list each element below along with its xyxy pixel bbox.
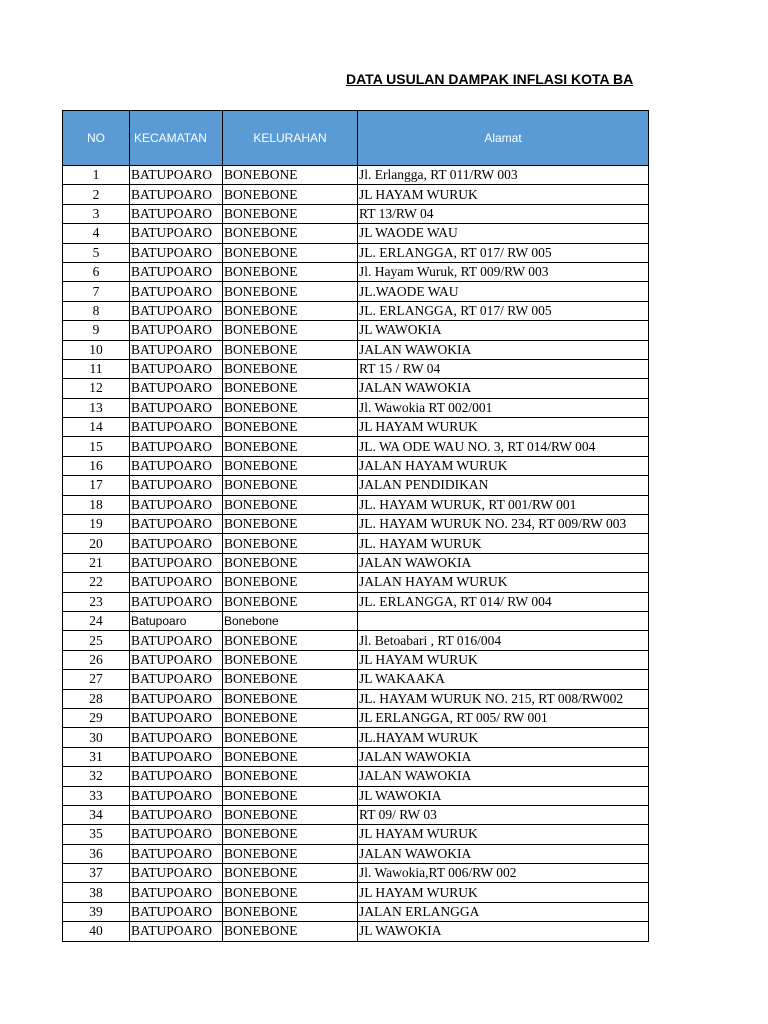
cell-alamat[interactable]: JALAN WAWOKIA xyxy=(358,844,649,863)
cell-no[interactable]: 5 xyxy=(63,243,130,262)
cell-kecamatan[interactable]: BATUPOARO xyxy=(130,883,223,902)
cell-kelurahan[interactable]: BONEBONE xyxy=(223,534,358,553)
cell-kecamatan[interactable]: BATUPOARO xyxy=(130,553,223,572)
cell-kecamatan[interactable]: BATUPOARO xyxy=(130,708,223,727)
cell-kecamatan[interactable]: BATUPOARO xyxy=(130,398,223,417)
cell-kelurahan[interactable]: BONEBONE xyxy=(223,767,358,786)
cell-kelurahan[interactable]: BONEBONE xyxy=(223,185,358,204)
cell-kelurahan[interactable]: Bonebone xyxy=(223,611,358,630)
cell-kelurahan[interactable]: BONEBONE xyxy=(223,418,358,437)
cell-kecamatan[interactable]: BATUPOARO xyxy=(130,534,223,553)
cell-alamat[interactable] xyxy=(358,611,649,630)
cell-kelurahan[interactable]: BONEBONE xyxy=(223,166,358,185)
table-row xyxy=(63,204,649,223)
cell-no[interactable]: 8 xyxy=(63,301,130,320)
cell-kelurahan[interactable]: BONEBONE xyxy=(223,204,358,223)
cell-alamat[interactable]: JL ERLANGGA, RT 005/ RW 001 xyxy=(358,708,649,727)
cell-kecamatan[interactable]: BATUPOARO xyxy=(130,844,223,863)
table-row xyxy=(63,515,649,534)
cell-alamat[interactable]: JALAN HAYAM WURUK xyxy=(358,456,649,475)
cell-kelurahan[interactable]: BONEBONE xyxy=(223,844,358,863)
cell-kecamatan[interactable]: BATUPOARO xyxy=(130,437,223,456)
cell-no[interactable]: 1 xyxy=(63,166,130,185)
table-row xyxy=(63,728,649,747)
table-row xyxy=(63,243,649,262)
cell-no[interactable]: 31 xyxy=(63,747,130,766)
cell-kelurahan[interactable]: BONEBONE xyxy=(223,437,358,456)
cell-no[interactable]: 15 xyxy=(63,437,130,456)
cell-no[interactable]: 10 xyxy=(63,340,130,359)
cell-alamat[interactable]: JL HAYAM WURUK xyxy=(358,185,649,204)
cell-no[interactable]: 30 xyxy=(63,728,130,747)
cell-alamat[interactable]: JL HAYAM WURUK xyxy=(358,883,649,902)
cell-kelurahan[interactable]: BONEBONE xyxy=(223,708,358,727)
cell-kecamatan[interactable]: BATUPOARO xyxy=(130,670,223,689)
cell-kecamatan[interactable]: Batupoaro xyxy=(130,611,223,630)
cell-kelurahan[interactable]: BONEBONE xyxy=(223,573,358,592)
cell-alamat[interactable]: JALAN ERLANGGA xyxy=(358,902,649,921)
cell-kecamatan[interactable]: BATUPOARO xyxy=(130,631,223,650)
cell-no[interactable]: 27 xyxy=(63,670,130,689)
table-row xyxy=(63,592,649,611)
table-row xyxy=(63,185,649,204)
cell-alamat[interactable]: Jl. Wawokia RT 002/001 xyxy=(358,398,649,417)
cell-alamat[interactable]: JL WAWOKIA xyxy=(358,922,649,941)
cell-alamat[interactable]: JL WAKAAKA xyxy=(358,670,649,689)
cell-kecamatan[interactable]: BATUPOARO xyxy=(130,418,223,437)
cell-kelurahan[interactable]: BONEBONE xyxy=(223,553,358,572)
cell-no[interactable]: 26 xyxy=(63,650,130,669)
cell-kecamatan[interactable]: BATUPOARO xyxy=(130,864,223,883)
table-row xyxy=(63,631,649,650)
table-row xyxy=(63,282,649,301)
cell-alamat[interactable]: JL. WA ODE WAU NO. 3, RT 014/RW 004 xyxy=(358,437,649,456)
cell-alamat[interactable]: JL HAYAM WURUK xyxy=(358,418,649,437)
cell-kelurahan[interactable]: BONEBONE xyxy=(223,495,358,514)
cell-no[interactable]: 32 xyxy=(63,767,130,786)
cell-kecamatan[interactable]: BATUPOARO xyxy=(130,321,223,340)
table-row xyxy=(63,379,649,398)
cell-kelurahan[interactable]: BONEBONE xyxy=(223,340,358,359)
cell-alamat[interactable]: JALAN WAWOKIA xyxy=(358,767,649,786)
cell-kelurahan[interactable]: BONEBONE xyxy=(223,689,358,708)
table-row xyxy=(63,786,649,805)
cell-no[interactable]: 6 xyxy=(63,262,130,281)
cell-kelurahan[interactable]: BONEBONE xyxy=(223,321,358,340)
cell-alamat[interactable]: JL. ERLANGGA, RT 014/ RW 004 xyxy=(358,592,649,611)
cell-alamat[interactable]: RT 09/ RW 03 xyxy=(358,805,649,824)
cell-alamat[interactable]: JALAN HAYAM WURUK xyxy=(358,573,649,592)
cell-kecamatan[interactable]: BATUPOARO xyxy=(130,495,223,514)
table-row xyxy=(63,437,649,456)
cell-no[interactable]: 22 xyxy=(63,573,130,592)
cell-no[interactable]: 40 xyxy=(63,922,130,941)
cell-alamat[interactable]: Jl. Betoabari , RT 016/004 xyxy=(358,631,649,650)
cell-kecamatan[interactable]: BATUPOARO xyxy=(130,359,223,378)
cell-alamat[interactable]: JALAN WAWOKIA xyxy=(358,553,649,572)
cell-alamat[interactable]: JALAN WAWOKIA xyxy=(358,379,649,398)
table-row xyxy=(63,689,649,708)
table-row xyxy=(63,262,649,281)
column-header-kecamatan[interactable]: KECAMATAN xyxy=(130,111,223,166)
table-row xyxy=(63,476,649,495)
data-table xyxy=(62,110,649,942)
cell-alamat[interactable]: Jl. Wawokia,RT 006/RW 002 xyxy=(358,864,649,883)
header-row xyxy=(63,111,649,166)
cell-alamat[interactable]: JALAN WAWOKIA xyxy=(358,340,649,359)
table-row xyxy=(63,844,649,863)
column-header-kelurahan[interactable]: KELURAHAN xyxy=(223,111,358,166)
column-header-no[interactable]: NO xyxy=(63,111,130,166)
cell-kecamatan[interactable]: BATUPOARO xyxy=(130,456,223,475)
cell-kecamatan[interactable]: BATUPOARO xyxy=(130,786,223,805)
cell-no[interactable]: 20 xyxy=(63,534,130,553)
cell-no[interactable]: 18 xyxy=(63,495,130,514)
cell-kelurahan[interactable]: BONEBONE xyxy=(223,786,358,805)
cell-kecamatan[interactable]: BATUPOARO xyxy=(130,515,223,534)
cell-kelurahan[interactable]: BONEBONE xyxy=(223,398,358,417)
cell-alamat[interactable]: JL. HAYAM WURUK NO. 234, RT 009/RW 003 xyxy=(358,515,649,534)
cell-kecamatan[interactable]: BATUPOARO xyxy=(130,689,223,708)
table-row xyxy=(63,883,649,902)
cell-alamat[interactable]: JL. HAYAM WURUK, RT 001/RW 001 xyxy=(358,495,649,514)
cell-kecamatan[interactable]: BATUPOARO xyxy=(130,301,223,320)
cell-kelurahan[interactable]: BONEBONE xyxy=(223,825,358,844)
cell-alamat[interactable]: JL HAYAM WURUK xyxy=(358,650,649,669)
cell-kecamatan[interactable]: BATUPOARO xyxy=(130,728,223,747)
cell-no[interactable]: 3 xyxy=(63,204,130,223)
cell-no[interactable]: 37 xyxy=(63,864,130,883)
cell-kecamatan[interactable]: BATUPOARO xyxy=(130,747,223,766)
cell-kecamatan[interactable]: BATUPOARO xyxy=(130,805,223,824)
cell-alamat[interactable]: JL WAWOKIA xyxy=(358,321,649,340)
cell-kelurahan[interactable]: BONEBONE xyxy=(223,922,358,941)
cell-alamat[interactable]: JL.WAODE WAU xyxy=(358,282,649,301)
cell-kecamatan[interactable]: BATUPOARO xyxy=(130,262,223,281)
cell-no[interactable]: 29 xyxy=(63,708,130,727)
cell-no[interactable]: 14 xyxy=(63,418,130,437)
cell-alamat[interactable]: JL WAWOKIA xyxy=(358,786,649,805)
cell-alamat[interactable]: RT 13/RW 04 xyxy=(358,204,649,223)
cell-no[interactable]: 21 xyxy=(63,553,130,572)
cell-kecamatan[interactable]: BATUPOARO xyxy=(130,767,223,786)
cell-no[interactable]: 24 xyxy=(63,611,130,630)
cell-kelurahan[interactable]: BONEBONE xyxy=(223,883,358,902)
cell-kelurahan[interactable]: BONEBONE xyxy=(223,631,358,650)
cell-alamat[interactable]: JALAN PENDIDIKAN xyxy=(358,476,649,495)
cell-kelurahan[interactable]: BONEBONE xyxy=(223,282,358,301)
cell-kecamatan[interactable]: BATUPOARO xyxy=(130,282,223,301)
table-row xyxy=(63,418,649,437)
cell-kecamatan[interactable]: BATUPOARO xyxy=(130,379,223,398)
cell-alamat[interactable]: RT 15 / RW 04 xyxy=(358,359,649,378)
table-row xyxy=(63,321,649,340)
cell-no[interactable]: 13 xyxy=(63,398,130,417)
cell-kelurahan[interactable]: BONEBONE xyxy=(223,515,358,534)
cell-kecamatan[interactable]: BATUPOARO xyxy=(130,224,223,243)
cell-kecamatan[interactable]: BATUPOARO xyxy=(130,204,223,223)
cell-kelurahan[interactable]: BONEBONE xyxy=(223,728,358,747)
cell-kecamatan[interactable]: BATUPOARO xyxy=(130,573,223,592)
cell-kecamatan[interactable]: BATUPOARO xyxy=(130,185,223,204)
cell-alamat[interactable]: JALAN WAWOKIA xyxy=(358,747,649,766)
cell-no[interactable]: 39 xyxy=(63,902,130,921)
cell-alamat[interactable]: Jl. Hayam Wuruk, RT 009/RW 003 xyxy=(358,262,649,281)
cell-kelurahan[interactable]: BONEBONE xyxy=(223,476,358,495)
cell-kecamatan[interactable]: BATUPOARO xyxy=(130,902,223,921)
cell-kecamatan[interactable]: BATUPOARO xyxy=(130,476,223,495)
table-row xyxy=(63,456,649,475)
cell-no[interactable]: 38 xyxy=(63,883,130,902)
cell-no[interactable]: 23 xyxy=(63,592,130,611)
cell-kecamatan[interactable]: BATUPOARO xyxy=(130,592,223,611)
table-row xyxy=(63,922,649,941)
cell-alamat[interactable]: JL. HAYAM WURUK xyxy=(358,534,649,553)
cell-alamat[interactable]: JL.HAYAM WURUK xyxy=(358,728,649,747)
cell-no[interactable]: 7 xyxy=(63,282,130,301)
cell-kelurahan[interactable]: BONEBONE xyxy=(223,670,358,689)
cell-kecamatan[interactable]: BATUPOARO xyxy=(130,243,223,262)
cell-no[interactable]: 12 xyxy=(63,379,130,398)
cell-kecamatan[interactable]: BATUPOARO xyxy=(130,166,223,185)
cell-no[interactable]: 11 xyxy=(63,359,130,378)
cell-kecamatan[interactable]: BATUPOARO xyxy=(130,340,223,359)
cell-kelurahan[interactable]: BONEBONE xyxy=(223,243,358,262)
cell-kelurahan[interactable]: BONEBONE xyxy=(223,747,358,766)
table-row xyxy=(63,805,649,824)
column-header-alamat[interactable]: Alamat xyxy=(358,111,649,166)
cell-no[interactable]: 19 xyxy=(63,515,130,534)
table-row xyxy=(63,747,649,766)
table-row xyxy=(63,825,649,844)
cell-no[interactable]: 34 xyxy=(63,805,130,824)
cell-alamat[interactable]: JL. ERLANGGA, RT 017/ RW 005 xyxy=(358,243,649,262)
cell-kelurahan[interactable]: BONEBONE xyxy=(223,592,358,611)
cell-kelurahan[interactable]: BONEBONE xyxy=(223,224,358,243)
cell-no[interactable]: 25 xyxy=(63,631,130,650)
cell-kelurahan[interactable]: BONEBONE xyxy=(223,359,358,378)
cell-kelurahan[interactable]: BONEBONE xyxy=(223,301,358,320)
document-title: DATA USULAN DAMPAK INFLASI KOTA BA xyxy=(346,71,634,87)
cell-no[interactable]: 2 xyxy=(63,185,130,204)
cell-no[interactable]: 9 xyxy=(63,321,130,340)
table-row xyxy=(63,650,649,669)
cell-no[interactable]: 33 xyxy=(63,786,130,805)
cell-alamat[interactable]: JL HAYAM WURUK xyxy=(358,825,649,844)
table-row xyxy=(63,573,649,592)
table-row xyxy=(63,553,649,572)
cell-no[interactable]: 35 xyxy=(63,825,130,844)
cell-no[interactable]: 28 xyxy=(63,689,130,708)
cell-no[interactable]: 16 xyxy=(63,456,130,475)
table-row xyxy=(63,534,649,553)
cell-kelurahan[interactable]: BONEBONE xyxy=(223,456,358,475)
cell-no[interactable]: 4 xyxy=(63,224,130,243)
table-row xyxy=(63,224,649,243)
cell-kelurahan[interactable]: BONEBONE xyxy=(223,379,358,398)
cell-alamat[interactable]: JL WAODE WAU xyxy=(358,224,649,243)
cell-no[interactable]: 36 xyxy=(63,844,130,863)
cell-alamat[interactable]: Jl. Erlangga, RT 011/RW 003 xyxy=(358,166,649,185)
cell-kecamatan[interactable]: BATUPOARO xyxy=(130,922,223,941)
table-row xyxy=(63,495,649,514)
table-row xyxy=(63,767,649,786)
cell-kecamatan[interactable]: BATUPOARO xyxy=(130,825,223,844)
cell-kelurahan[interactable]: BONEBONE xyxy=(223,262,358,281)
cell-alamat[interactable]: JL. ERLANGGA, RT 017/ RW 005 xyxy=(358,301,649,320)
table-row xyxy=(63,359,649,378)
table-row xyxy=(63,902,649,921)
table-row xyxy=(63,611,649,630)
table-row xyxy=(63,864,649,883)
table-row xyxy=(63,166,649,185)
cell-no[interactable]: 17 xyxy=(63,476,130,495)
cell-kecamatan[interactable]: BATUPOARO xyxy=(130,650,223,669)
table-row xyxy=(63,301,649,320)
cell-alamat[interactable]: JL. HAYAM WURUK NO. 215, RT 008/RW002 xyxy=(358,689,649,708)
table-row xyxy=(63,708,649,727)
table-body xyxy=(63,166,649,942)
cell-kelurahan[interactable]: BONEBONE xyxy=(223,864,358,883)
table-row xyxy=(63,340,649,359)
cell-kelurahan[interactable]: BONEBONE xyxy=(223,902,358,921)
table-row xyxy=(63,670,649,689)
table-row xyxy=(63,398,649,417)
cell-kelurahan[interactable]: BONEBONE xyxy=(223,805,358,824)
cell-kelurahan[interactable]: BONEBONE xyxy=(223,650,358,669)
